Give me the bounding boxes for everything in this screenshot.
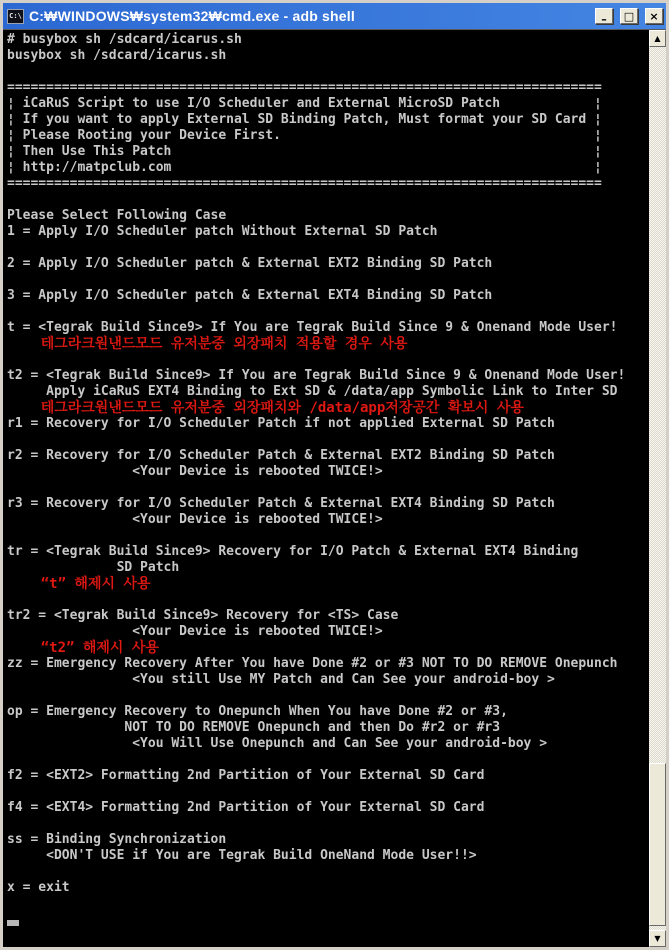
minimize-button[interactable]: [595, 8, 613, 24]
console-line: [7, 592, 649, 608]
console-line: ============================================================================: [7, 80, 602, 95]
console-line: ============================================================================: [7, 176, 602, 191]
console-line: <You still Use MY Patch and Can See your android-boy >: [7, 672, 555, 687]
console-line: ¦ Please Rooting your Device First. ¦: [7, 128, 602, 143]
console-line-highlight: “t2” 해제시 사용: [7, 640, 159, 656]
scrollbar[interactable]: [649, 30, 666, 947]
console-line: [7, 688, 649, 704]
console-line: [7, 752, 649, 768]
console-line: 2 = Apply I/O Scheduler patch & External EXT2 Binding SD Patch: [7, 256, 493, 271]
console-line: zz = Emergency Recovery After You have Done #2 or #3 NOT TO DO REMOVE Onepunch: [7, 656, 618, 671]
console-line: <Your Device is rebooted TWICE!>: [7, 512, 383, 527]
console-line: Please Select Following Case: [7, 208, 227, 223]
console-line: ss = Binding Synchronization: [7, 832, 227, 847]
console-line: <Your Device is rebooted TWICE!>: [7, 464, 383, 479]
console-line: r3 = Recovery for I/O Scheduler Patch & External EXT4 Binding SD Patch: [7, 496, 555, 511]
console-line: NOT TO DO REMOVE Onepunch and then Do #r2 or #r3: [7, 720, 501, 735]
console-line: 3 = Apply I/O Scheduler patch & External EXT4 Binding SD Patch: [7, 288, 493, 303]
console-line: ¦ iCaRuS Script to use I/O Scheduler and External MicroSD Patch ¦: [7, 96, 602, 111]
console-line: tr2 = <Tegrak Build Since9> Recovery for <TS> Case: [7, 608, 399, 623]
console-line: <You Will Use Onepunch and Can See your android-boy >: [7, 736, 548, 751]
console-line: busybox sh /sdcard/icarus.sh: [7, 48, 227, 63]
console-line: [7, 192, 649, 208]
console-line: # busybox sh /sdcard/icarus.sh: [7, 32, 242, 47]
console-line: <Your Device is rebooted TWICE!>: [7, 624, 383, 639]
console-line: x = exit: [7, 880, 70, 895]
scroll-down-button[interactable]: ▼: [649, 930, 666, 947]
close-icon: ×: [649, 9, 659, 23]
text-cursor: [7, 920, 19, 926]
console-line: [7, 896, 649, 912]
maximize-glyph: □: [623, 9, 635, 23]
console-output[interactable]: [3, 30, 649, 947]
console-cursor-line: [7, 912, 649, 928]
console-line: [7, 64, 649, 80]
console-line: ¦ http://matpclub.com ¦: [7, 160, 602, 175]
console-line: r1 = Recovery for I/O Scheduler Patch if not applied External SD Patch: [7, 416, 555, 431]
window-title: C:₩WINDOWS₩system32₩cmd.exe - adb shell: [29, 8, 355, 24]
console-line: [7, 432, 649, 448]
console-line: [7, 480, 649, 496]
console-line: [7, 528, 649, 544]
console-line-highlight: 테그라크원낸드모드 유저분중 외장패치 적용할 경우 사용: [7, 336, 408, 352]
console-line: [7, 304, 649, 320]
console-line: f4 = <EXT4> Formatting 2nd Partition of Your External SD Card: [7, 800, 485, 815]
console-line: [7, 864, 649, 880]
console-line: [7, 240, 649, 256]
console-line: <DON'T USE if You are Tegrak Build OneNand Mode User!!>: [7, 848, 477, 863]
title-bar[interactable]: [3, 3, 666, 29]
scroll-up-button[interactable]: ▲: [649, 30, 666, 47]
minimize-glyph: –: [601, 12, 607, 26]
console-line: ¦ If you want to apply External SD Binding Patch, Must format your SD Card ¦: [7, 112, 602, 127]
console-line: SD Patch: [7, 560, 180, 575]
console-line: ¦ Then Use This Patch ¦: [7, 144, 602, 159]
console-line: op = Emergency Recovery to Onepunch When You have Done #2 or #3,: [7, 704, 508, 719]
console-line: r2 = Recovery for I/O Scheduler Patch & External EXT2 Binding SD Patch: [7, 448, 555, 463]
console-line: 1 = Apply I/O Scheduler patch Without External SD Patch: [7, 224, 438, 239]
maximize-button[interactable]: [620, 8, 638, 24]
console-line: t2 = <Tegrak Build Since9> If You are Tegrak Build Since 9 & Onenand Mode User!: [7, 368, 626, 383]
console-line: [7, 352, 649, 368]
console-line: f2 = <EXT2> Formatting 2nd Partition of Your External SD Card: [7, 768, 485, 783]
console-line-highlight: 테그라크원낸드모드 유저분중 외장패치와 /data/app저장공간 확보시 사용: [7, 400, 524, 416]
console-line: [7, 272, 649, 288]
console-line: [7, 784, 649, 800]
console-line: t = <Tegrak Build Since9> If You are Tegrak Build Since 9 & Onenand Mode User!: [7, 320, 618, 335]
close-button[interactable]: [645, 8, 663, 24]
cmd-icon[interactable]: C:\: [7, 9, 24, 24]
scrollbar-thumb[interactable]: [649, 763, 666, 926]
console-line-highlight: “t” 해제시 사용: [7, 576, 151, 592]
console-line: Apply iCaRuS EXT4 Binding to Ext SD & /data/app Symbolic Link to Inter SD: [7, 384, 618, 399]
console-line: [7, 816, 649, 832]
console-line: tr = <Tegrak Build Since9> Recovery for I/O Patch & External EXT4 Binding: [7, 544, 579, 559]
